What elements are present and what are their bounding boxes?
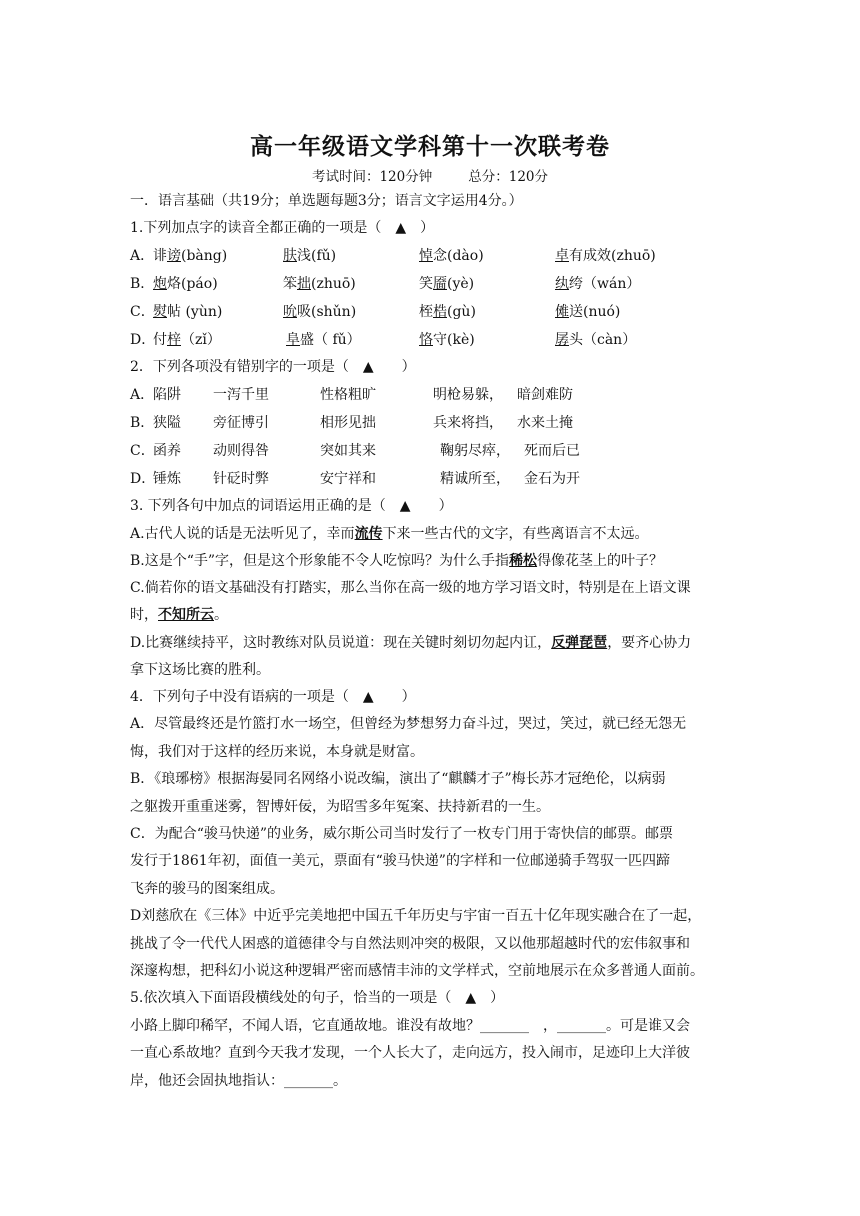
q1-b-item2: 笨拙(zhuō) bbox=[283, 276, 356, 292]
q2-b-4: 兵来将挡， bbox=[433, 415, 503, 431]
q1-d-item3: 恪守(kè) bbox=[419, 332, 475, 348]
q1-b-item1: 炮烙(páo) bbox=[153, 276, 218, 292]
exam-time: 考试时间：120分钟 bbox=[311, 169, 433, 185]
q2-label-d: D． bbox=[130, 471, 156, 487]
q1-d-item2: 阜盛（ fǔ） bbox=[286, 332, 361, 348]
q1-b-item3: 笑靥(yè) bbox=[419, 276, 475, 292]
q1-c-item4: 傩送(nuó) bbox=[555, 304, 621, 320]
q2-label-b: B． bbox=[130, 415, 155, 431]
q4-stem: 4．下列句子中没有语病的一项是（ ▲ ） bbox=[130, 689, 416, 705]
q2-c-4: 鞠躬尽瘁， bbox=[440, 443, 510, 459]
q1-c-item2: 吮吸(shǔn) bbox=[283, 304, 357, 320]
q2-a-3: 性格粗旷 bbox=[320, 387, 376, 403]
q2-d-4: 精诚所至， bbox=[440, 471, 510, 487]
q1-a-item1: 诽谤(bàng) bbox=[153, 248, 228, 264]
q2-b-3: 相形见拙 bbox=[320, 415, 376, 431]
q2-c-2: 动则得咎 bbox=[213, 443, 269, 459]
q1-c-item3: 桎梏(gù) bbox=[419, 304, 476, 320]
q2-stem: 2．下列各项没有错别字的一项是（ ▲ ） bbox=[130, 359, 416, 375]
q4-option-b-line1: B．《琅琊榜》根据海晏同名网络小说改编，演出了“麒麟才子”梅长苏才冠绝伦，以病弱 bbox=[130, 771, 666, 787]
q2-b-1: 狭隘 bbox=[153, 415, 181, 431]
q4-option-d-line2: 挑战了令一代代人困惑的道德律令与自然法则冲突的极限，又以他那超越时代的宏伟叙事和 bbox=[130, 936, 690, 952]
q3-option-c-line2: 时，不知所云。 bbox=[130, 607, 228, 623]
q2-d-5: 金石为开 bbox=[524, 471, 580, 487]
q4-option-a-line2: 悔，我们对于这样的经历来说，本身就是财富。 bbox=[130, 744, 424, 760]
q3-option-a: A.古代人说的话是无法听见了，幸而流传下来一些古代的文字，有些离语言不太远。 bbox=[130, 526, 649, 542]
q2-c-5: 死而后已 bbox=[524, 443, 580, 459]
exam-info bbox=[0, 165, 860, 185]
q4-option-c-line3: 飞奔的骏马的图案组成。 bbox=[130, 881, 284, 897]
q2-a-2: 一泻千里 bbox=[213, 387, 269, 403]
q4-option-d-line3: 深邃构想，把科幻小说这种逻辑严密而感情丰沛的文学样式，空前地展示在众多普通人面前。 bbox=[130, 963, 704, 979]
q4-option-b-line2: 之躯拨开重重迷雾，智博奸佞，为昭雪多年冤案、扶持新君的一生。 bbox=[130, 799, 550, 815]
q3-option-d-line1: D.比赛继续持平，这时教练对队员说道：现在关键时刻切勿起内讧，反弹琵琶，要齐心协力 bbox=[130, 635, 692, 651]
q2-c-1: 函养 bbox=[153, 443, 181, 459]
q1-b-item4: 纨绔（wán） bbox=[555, 276, 641, 292]
q1-c-item1: 熨帖 (yùn) bbox=[153, 304, 223, 320]
q3-stem: 3. 下列各句中加点的词语运用正确的是（ ▲ ） bbox=[130, 498, 453, 514]
q1-a-item2: 肤浅(fǔ) bbox=[283, 248, 337, 264]
q1-stem: 1.下列加点字的读音全都正确的一项是（ ▲ ） bbox=[130, 220, 435, 236]
q2-label-c: C． bbox=[130, 443, 155, 459]
q2-a-1: 陷阱 bbox=[153, 387, 181, 403]
q1-a-item4: 卓有成效(zhuō) bbox=[555, 248, 656, 264]
q4-option-c-line1: C．为配合“骏马快递”的业务，威尔斯公司当时发行了一枚专门用于寄快信的邮票。邮票 bbox=[130, 826, 674, 842]
q1-label-b: B． bbox=[130, 276, 155, 292]
exam-total: 总分：120分 bbox=[468, 169, 549, 185]
q1-d-item1: 付梓（zǐ） bbox=[153, 332, 221, 348]
section-heading: 一．语言基础（共19分；单选题每题3分；语言文字运用4分。） bbox=[130, 193, 523, 209]
q2-d-2: 针砭时弊 bbox=[213, 471, 269, 487]
q4-option-a-line1: A．尽管最终还是竹篮打水一场空，但曾经为梦想努力奋斗过，哭过，笑过，就已经无怨无 bbox=[130, 716, 687, 732]
q2-a-5: 暗剑难防 bbox=[517, 387, 573, 403]
q2-d-3: 安宁祥和 bbox=[320, 471, 376, 487]
q2-d-1: 锤炼 bbox=[153, 471, 181, 487]
q1-label-d: D． bbox=[130, 332, 156, 348]
q2-b-5: 水来土掩 bbox=[517, 415, 573, 431]
q4-option-c-line2: 发行于1861年初，面值一美元，票面有“骏马快递”的字样和一位邮递骑手驾驭一匹四蹄 bbox=[130, 853, 670, 869]
q2-a-4: 明枪易躲， bbox=[433, 387, 503, 403]
q5-stem: 5.依次填入下面语段横线处的句子，恰当的一项是（ ▲ ） bbox=[130, 990, 505, 1006]
q1-label-a: A． bbox=[130, 248, 155, 264]
q2-label-a: A． bbox=[130, 387, 155, 403]
q2-b-2: 旁征博引 bbox=[213, 415, 269, 431]
q2-c-3: 突如其来 bbox=[320, 443, 376, 459]
q5-passage-line3: 岸，他还会固执地指认：_______。 bbox=[130, 1073, 347, 1089]
q3-option-b: B.这是个“手”字，但是这个形象能不令人吃惊吗？为什么手指稀松得像花茎上的叶子？ bbox=[130, 553, 664, 569]
q1-d-item4: 孱头（càn） bbox=[555, 332, 637, 348]
q1-a-item3: 悼念(dào) bbox=[419, 248, 484, 264]
q3-option-c-line1: C.倘若你的语文基础没有打踏实，那么当你在高一级的地方学习语文时，特别是在上语文课 bbox=[130, 580, 691, 596]
q1-label-c: C． bbox=[130, 304, 155, 320]
page-title: 高一年级语文学科第十一次联考卷 bbox=[250, 133, 610, 160]
q5-passage-line1: 小路上脚印稀罕，不闻人语，它直通故地。谁没有故地？_______ ，_______。可是谁又会 bbox=[130, 1018, 690, 1034]
q4-option-d-line1: D刘慈欣在《三体》中近乎完美地把中国五千年历史与宇宙一百五十亿年现实融合在了一起， bbox=[130, 908, 702, 924]
q5-passage-line2: 一直心系故地？直到今天我才发现，一个人长大了，走向远方，投入闹市，足迹印上大洋彼 bbox=[130, 1045, 690, 1061]
q3-option-d-line2: 拿下这场比赛的胜利。 bbox=[130, 662, 270, 678]
